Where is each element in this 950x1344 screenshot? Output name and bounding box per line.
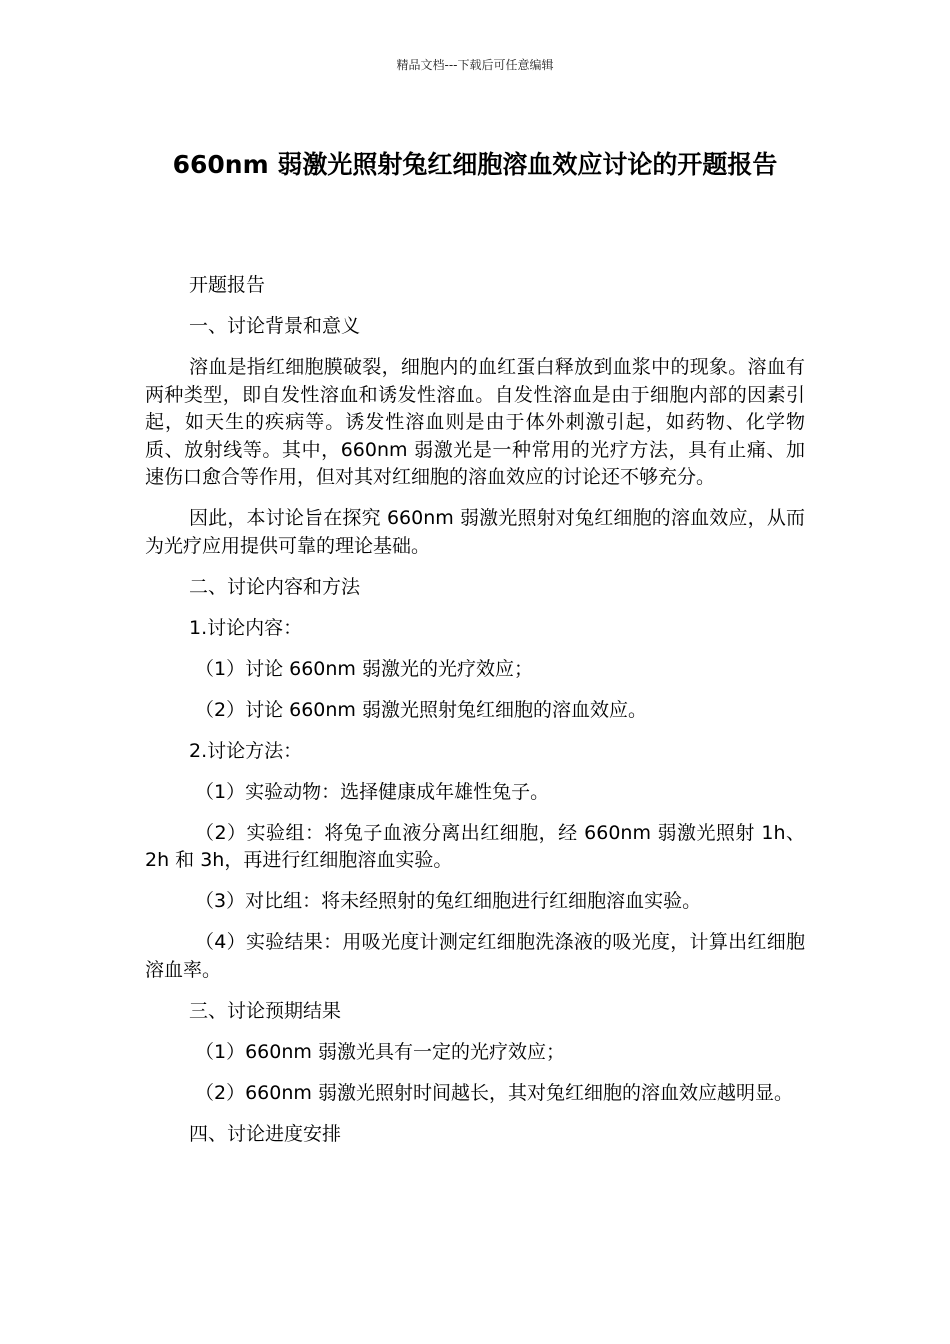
list-item: （2）实验组：将兔子血液分离出红细胞，经 660nm 弱激光照射 1h、2h 和 3h，再进行红细胞溶血实验。 bbox=[145, 821, 805, 871]
section-heading: 四、讨论进度安排 bbox=[189, 1122, 342, 1145]
list-item: （1）讨论 660nm 弱激光的光疗效应； bbox=[195, 657, 533, 680]
document-body bbox=[145, 272, 805, 1162]
list-item: （1）660nm 弱激光具有一定的光疗效应； bbox=[195, 1040, 565, 1063]
paragraph: 2.讨论方法： bbox=[189, 739, 303, 762]
list-item: （2）660nm 弱激光照射时间越长，其对兔红细胞的溶血效应越明显。 bbox=[195, 1081, 793, 1104]
document-title: 660nm 弱激光照射兔红细胞溶血效应讨论的开题报告 bbox=[172, 150, 778, 179]
paragraph: 因此，本讨论旨在探究 660nm 弱激光照射对兔红细胞的溶血效应，从而为光疗应用提供可靠的理论基础。 bbox=[145, 507, 805, 557]
section-heading: 一、讨论背景和意义 bbox=[189, 315, 361, 337]
section-heading: 三、讨论预期结果 bbox=[189, 999, 342, 1022]
paragraph: 开题报告 bbox=[189, 274, 266, 296]
list-item: （3）对比组：将未经照射的兔红细胞进行红细胞溶血实验。 bbox=[195, 890, 702, 912]
list-item: （2）讨论 660nm 弱激光照射兔红细胞的溶血效应。 bbox=[195, 698, 647, 721]
header-note: 精品文档---下载后可任意编辑 bbox=[396, 58, 554, 72]
section-heading: 二、讨论内容和方法 bbox=[189, 575, 361, 598]
paragraph: 1.讨论内容： bbox=[189, 616, 303, 639]
paragraph: 溶血是指红细胞膜破裂，细胞内的血红蛋白释放到血浆中的现象。溶血有两种类型，即自发性溶血和诱发性溶血。自发性溶血是由于细胞内部的因素引起，如天生的疾病等。诱发性溶血则是由于体外刺激引起，如药物、化学物质、放射线等。其中，660nm 弱激光是一种常用的光疗方法，具有止痛、加速伤口愈合等作用，但对其对红细胞的溶血效应的讨论还不够充分。 bbox=[145, 356, 805, 488]
list-item: （4）实验结果：用吸光度计测定红细胞洗涤液的吸光度，计算出红细胞溶血率。 bbox=[145, 931, 805, 981]
list-item: （1）实验动物：选择健康成年雄性兔子。 bbox=[195, 780, 550, 803]
